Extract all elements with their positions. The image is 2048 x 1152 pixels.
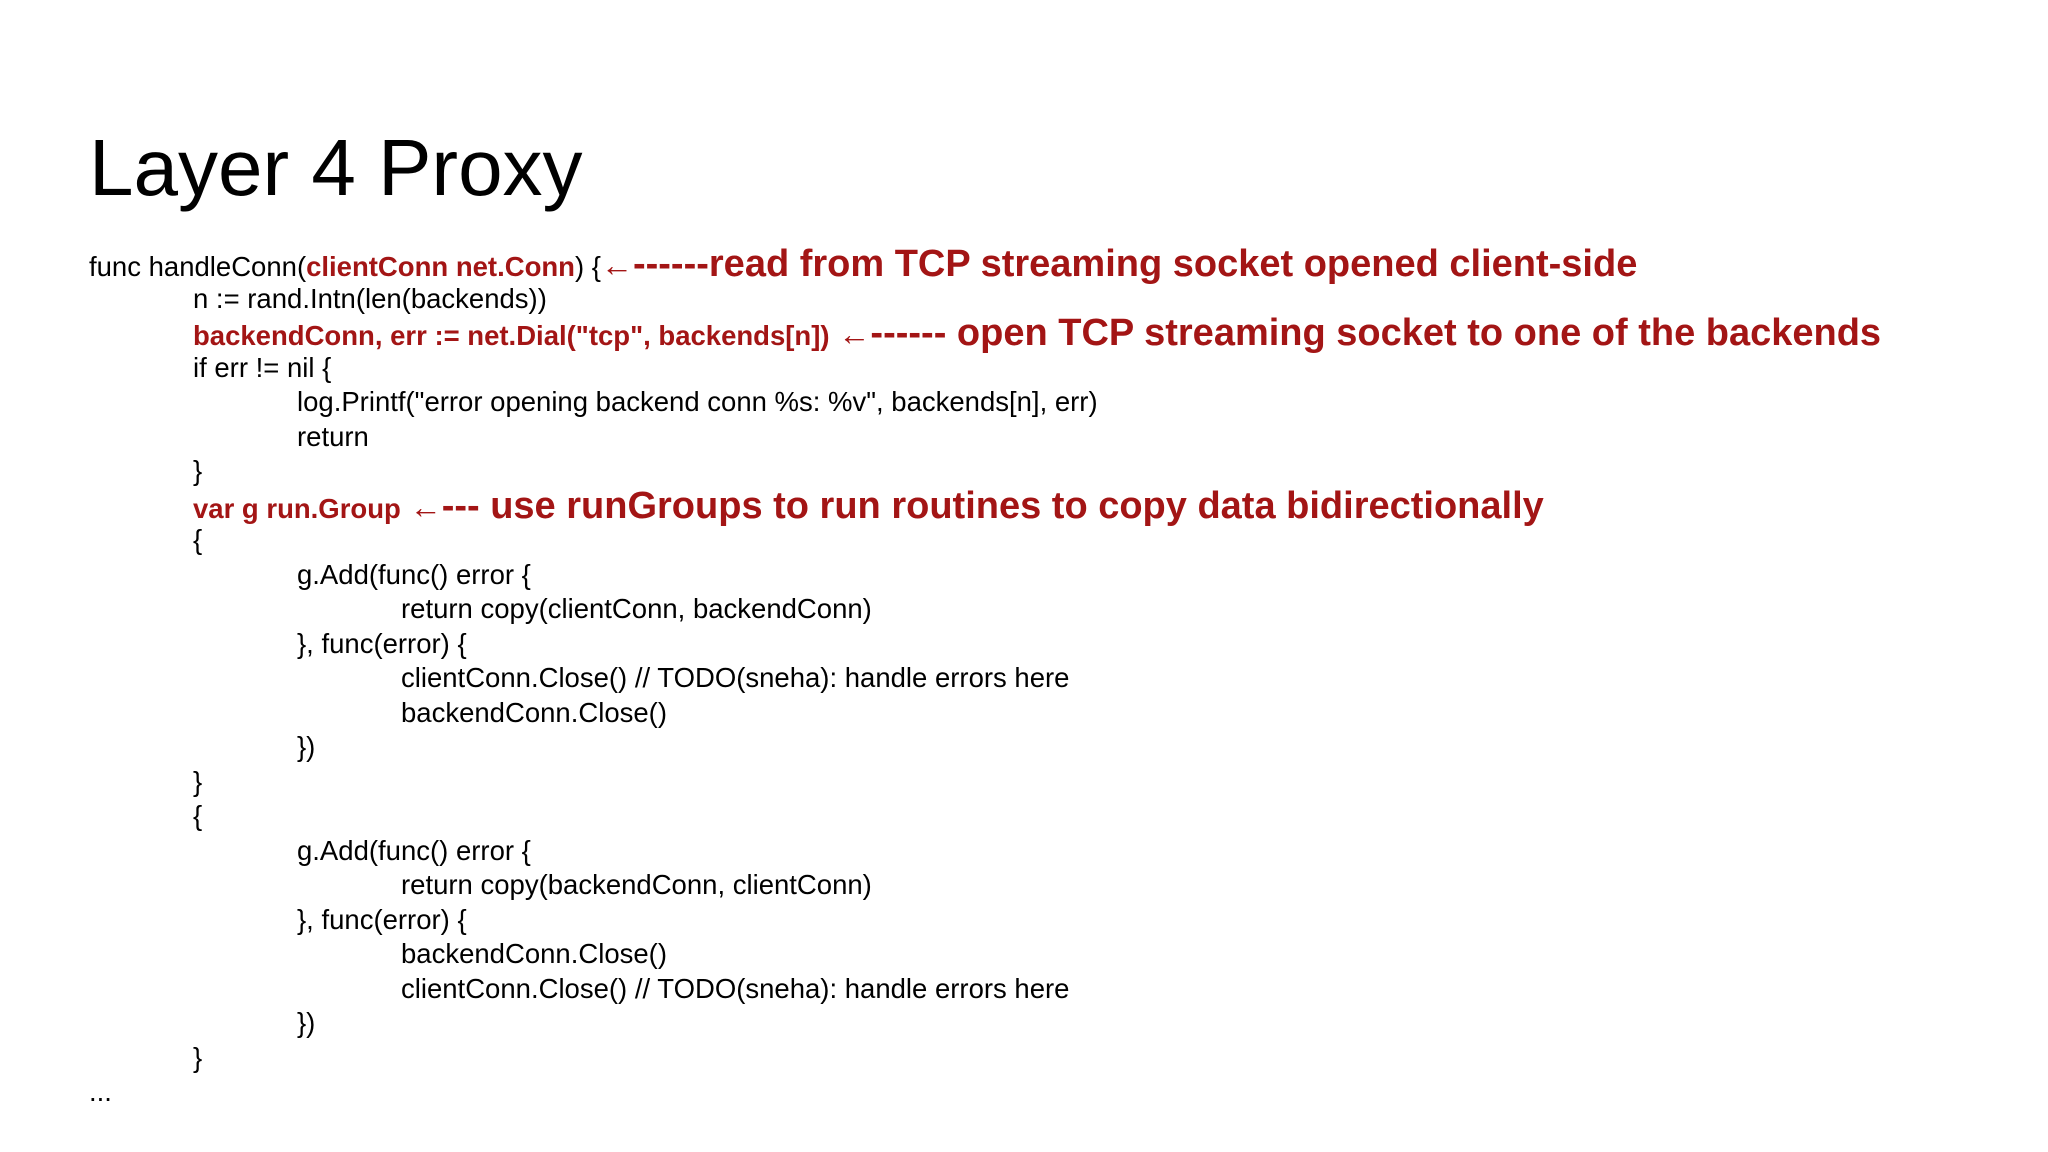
left-arrow-icon: ←	[829, 316, 871, 352]
code-text: {	[193, 800, 203, 831]
code-line	[89, 730, 2029, 765]
code-text: return copy(clientConn, backendConn)	[401, 593, 872, 624]
code-text: return	[297, 420, 369, 452]
code-text: return copy(backendConn, clientConn)	[401, 869, 872, 900]
code-text: ) {	[574, 251, 601, 282]
code-line	[89, 1041, 2029, 1076]
code-text: }, func(error) {	[297, 903, 467, 935]
code-line	[89, 282, 2029, 317]
highlighted-code: var g run.Group	[193, 492, 401, 524]
left-arrow-icon: ←	[600, 247, 633, 283]
code-text: if err != nil {	[193, 351, 332, 383]
code-line	[89, 903, 2029, 938]
code-line	[89, 243, 2029, 285]
code-line	[89, 972, 2029, 1007]
code-text: g.Add(func() error {	[297, 558, 531, 590]
code-line	[89, 592, 2029, 627]
code-text: clientConn.Close() // TODO(sneha): handle errors here	[401, 972, 1070, 1004]
code-text: })	[297, 731, 316, 762]
code-line	[89, 558, 2029, 593]
code-line	[89, 523, 2029, 558]
code-line	[89, 765, 2029, 800]
code-line	[89, 420, 2029, 455]
code-line	[89, 312, 2029, 354]
code-line	[89, 937, 2029, 972]
code-line	[89, 484, 2029, 527]
code-line	[89, 868, 2029, 903]
code-text: func handleConn(	[89, 251, 307, 282]
annotation-note: ------read from TCP streaming socket opened client-side	[632, 243, 1638, 285]
code-text: }	[193, 1041, 203, 1073]
code-text: {	[193, 524, 203, 555]
code-text: }	[193, 765, 203, 797]
code-line	[89, 454, 2029, 489]
code-text: clientConn.Close() // TODO(sneha): handle errors here	[401, 662, 1070, 693]
left-arrow-icon: ←	[400, 488, 442, 525]
code-line	[89, 834, 2029, 869]
annotation-note: --- use runGroups to run routines to copy data bidirectionally	[441, 484, 1544, 527]
code-text: })	[297, 1007, 316, 1038]
code-text: }, func(error) {	[297, 627, 467, 659]
highlighted-code: backendConn, err := net.Dial("tcp", backends[n])	[193, 320, 830, 351]
code-text: ...	[89, 1076, 112, 1107]
code-line	[89, 799, 2029, 834]
code-line	[89, 627, 2029, 662]
code-text: n := rand.Intn(len(backends))	[193, 282, 547, 314]
code-block	[89, 243, 2029, 1110]
code-text: g.Add(func() error {	[297, 834, 531, 866]
code-line	[89, 1075, 2029, 1110]
slide-title: Layer 4 Proxy	[89, 123, 583, 212]
code-text: backendConn.Close()	[401, 696, 667, 728]
code-line	[89, 1006, 2029, 1041]
code-text: }	[193, 455, 203, 486]
code-line	[89, 696, 2029, 731]
annotation-note: ------ open TCP streaming socket to one of the backends	[870, 312, 1882, 354]
code-text: backendConn.Close()	[401, 938, 667, 969]
code-line	[89, 661, 2029, 696]
code-line	[89, 385, 2029, 420]
code-line	[89, 351, 2029, 386]
code-text: log.Printf("error opening backend conn %s: %v", backends[n], err)	[297, 386, 1098, 417]
highlighted-code: clientConn net.Conn	[306, 251, 575, 282]
